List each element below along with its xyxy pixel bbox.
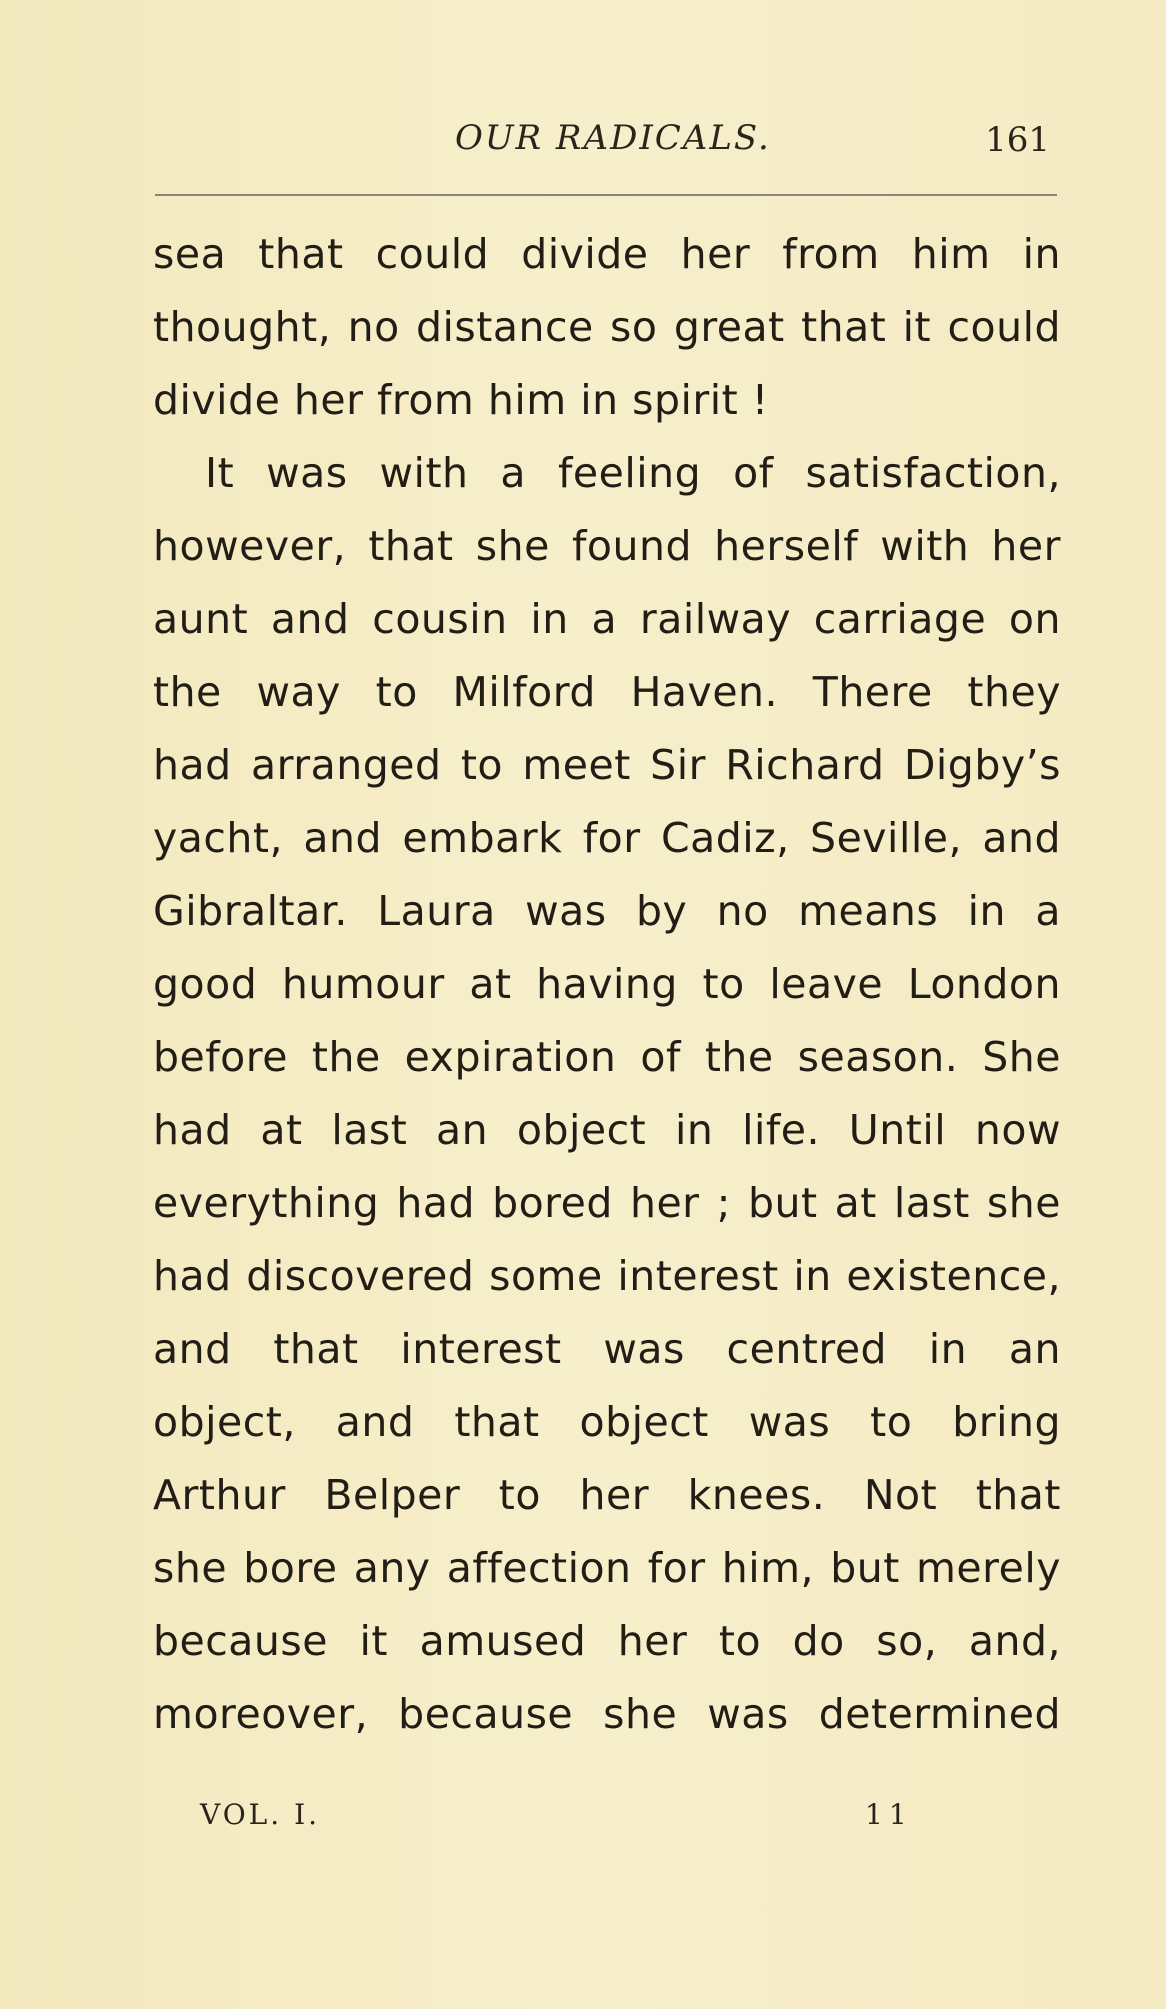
text-line: everything had bored her ; but at last she [153,1179,1061,1227]
text-line: divide her from him in spirit ! [153,376,769,424]
text-line: good humour at having to leave London [153,960,1061,1008]
header-rule [155,194,1057,196]
text-line: however, that she found herself with her [153,522,1061,570]
text-line: the way to Milford Haven. There they [153,668,1061,716]
signature-row [200,1798,920,1848]
text-line: thought, no distance so great that it could [153,303,1061,351]
text-line: had at last an object in life. Until now [153,1106,1061,1154]
text-line: yacht, and embark for Cadiz, Seville, and [153,814,1061,862]
text-line: sea that could divide her from him in [153,230,1061,278]
body-text [153,218,1061,1751]
text-line: Gibraltar. Laura was by no means in a [153,887,1061,935]
page-number: 161 [985,120,1050,160]
text-line: she bore any affection for him, but merely [153,1544,1061,1592]
paragraph-first-line: It was with a feeling of satisfaction, [205,449,1061,497]
text-line: because it amused her to do so, and, [153,1617,1061,1665]
text-line: before the expiration of the season. She [153,1033,1061,1081]
text-line: and that interest was centred in an [153,1325,1061,1373]
text-line: moreover, because she was determined [153,1690,1061,1738]
text-line: Arthur Belper to her knees. Not that [153,1471,1061,1519]
volume-signature: VOL. I. [200,1798,321,1831]
text-line: aunt and cousin in a railway carriage on [153,595,1061,643]
running-title: OUR RADICALS. [455,118,771,158]
text-line: had arranged to meet Sir Richard Digby’s [153,741,1061,789]
gathering-signature: 11 [865,1798,913,1831]
running-head [155,118,1060,178]
text-line: object, and that object was to bring [153,1398,1061,1446]
text-line: had discovered some interest in existence, [153,1252,1061,1300]
